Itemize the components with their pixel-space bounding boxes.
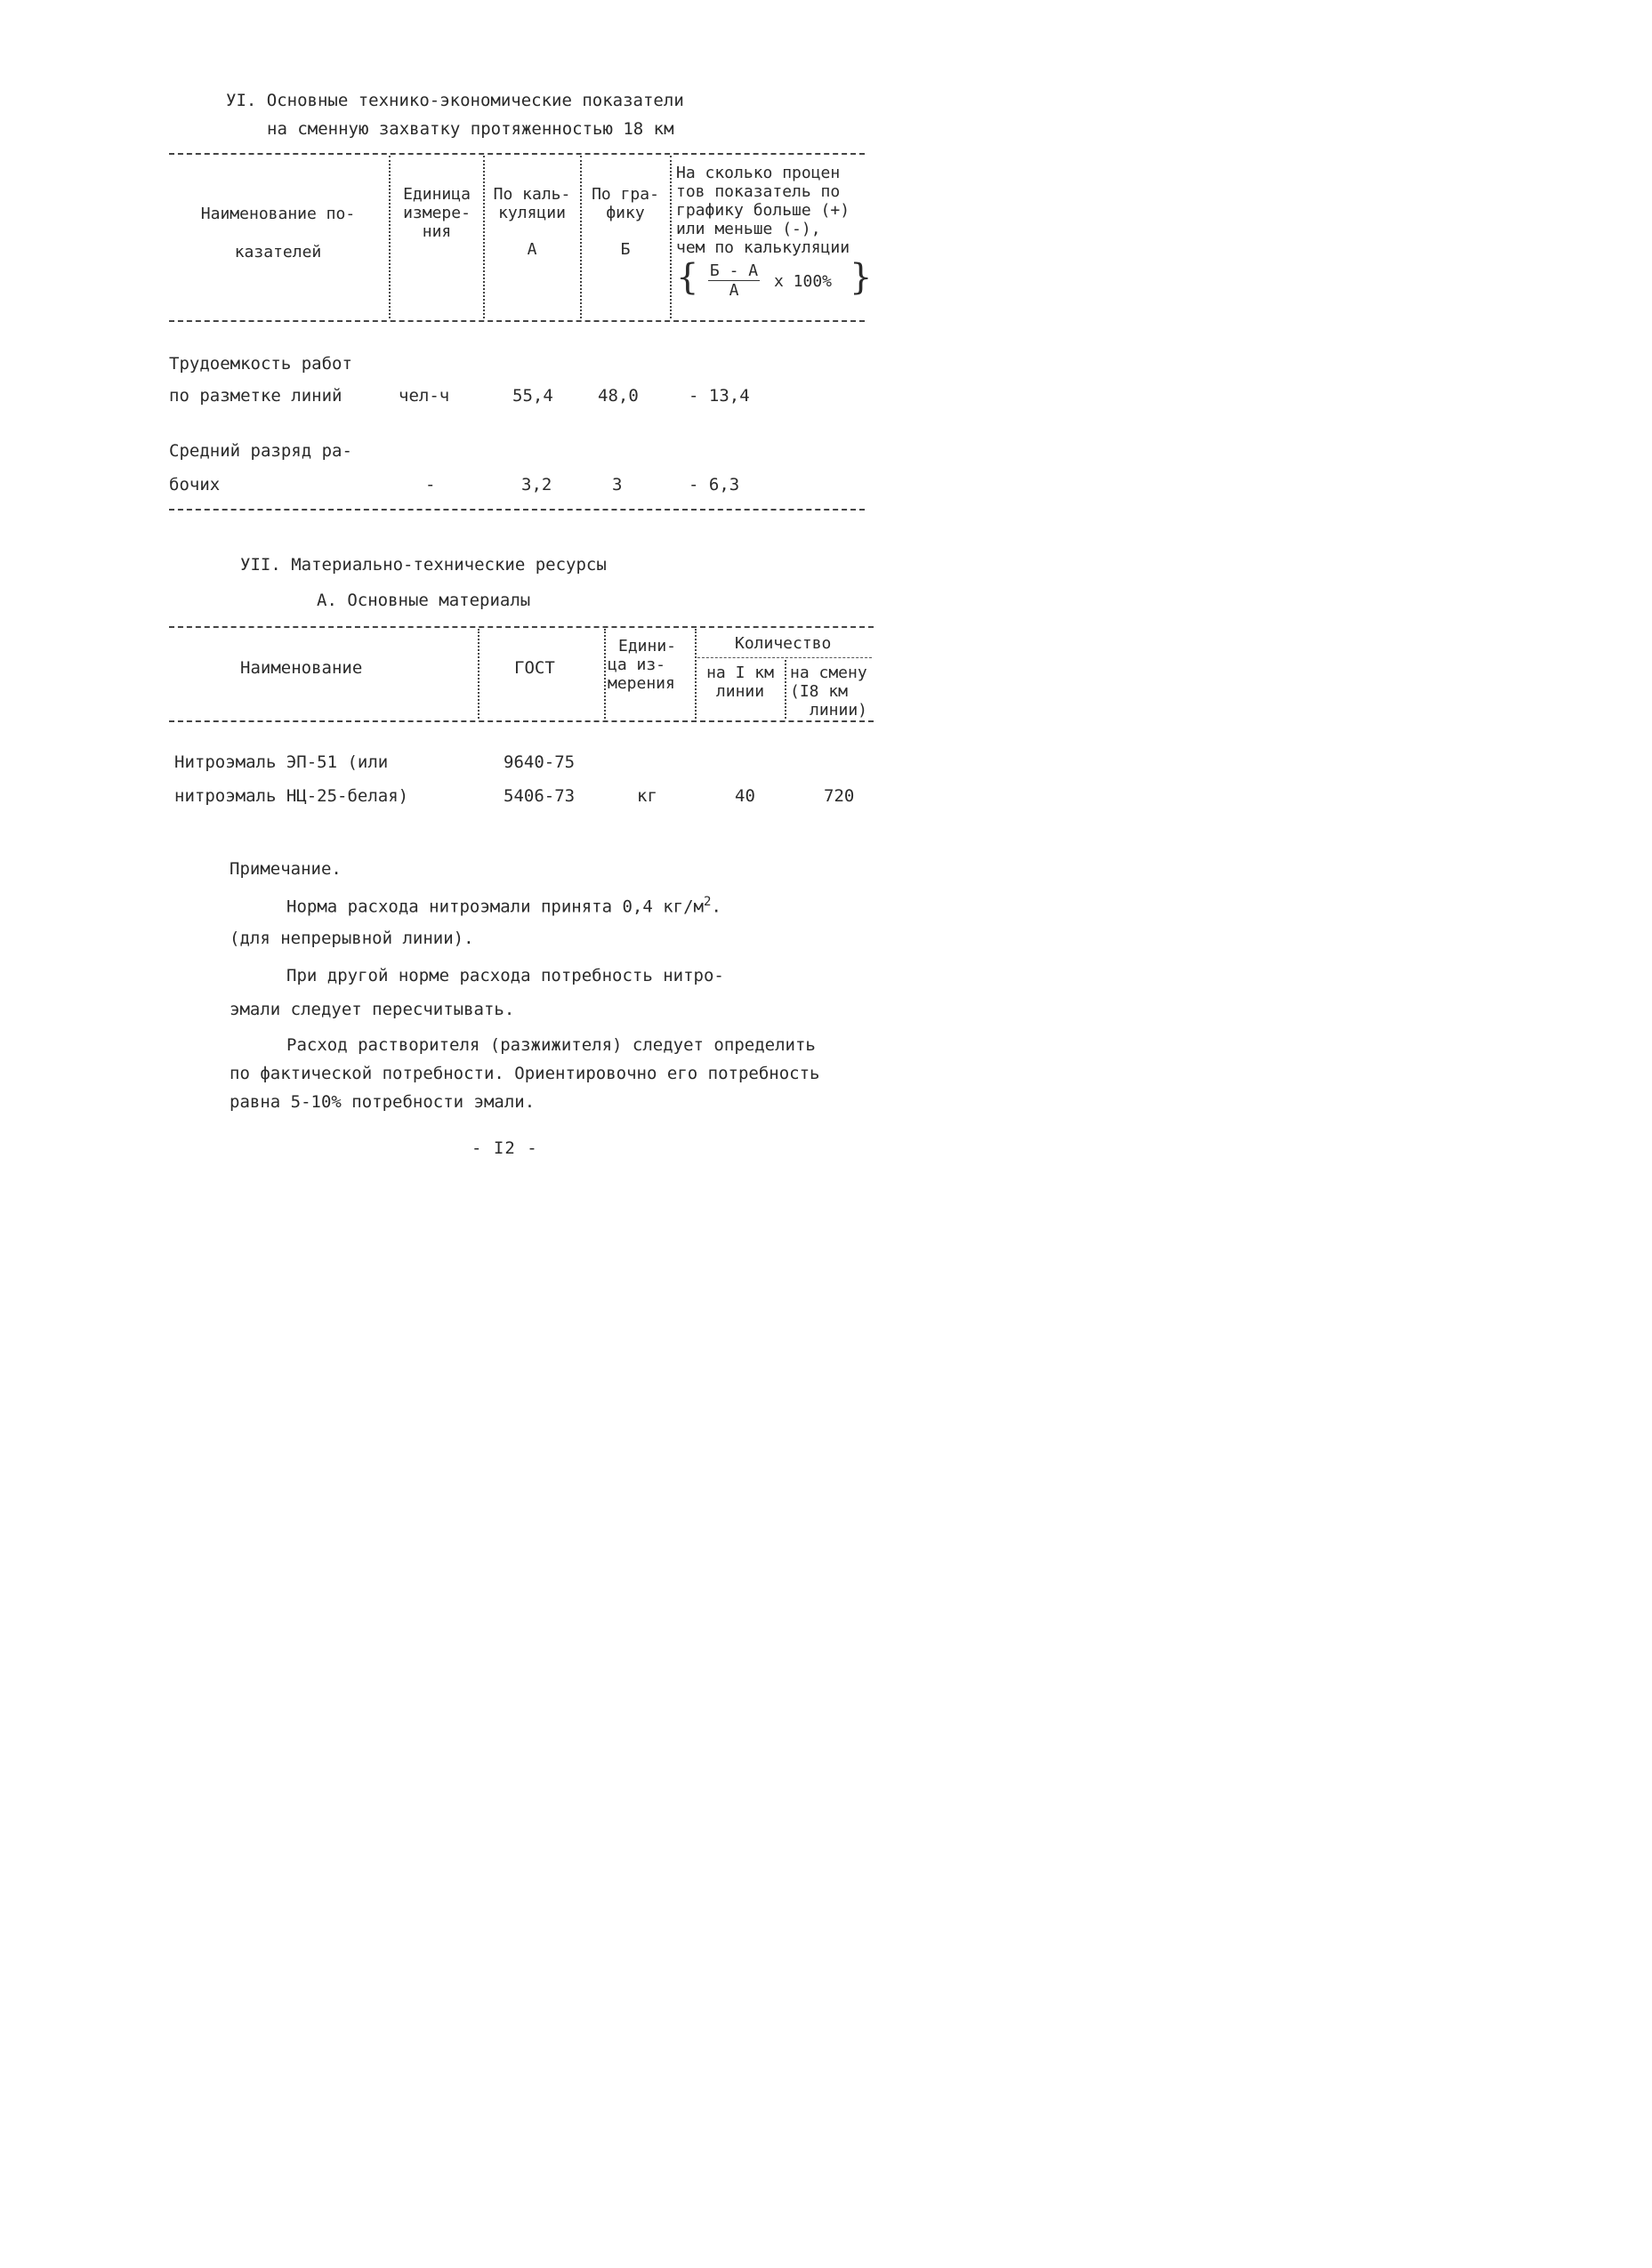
row2-unit: - xyxy=(425,475,436,495)
row1-name-line2: по разметке линий xyxy=(169,386,342,406)
formula-left-brace: { xyxy=(676,257,699,298)
table2-col-divider-1 xyxy=(478,629,479,719)
table1-header-unit: Единица измере- ния xyxy=(403,185,471,241)
section6-title-line2: на сменную захватку протяженностью 18 км xyxy=(267,119,674,139)
table2-header-per-km: на I км линии xyxy=(706,664,774,701)
material-gost-1: 9640-75 xyxy=(504,752,576,772)
formula-multiplier: х 100% xyxy=(774,272,833,291)
material-per-km: 40 xyxy=(735,786,755,806)
section7-subtitle: А. Основные материалы xyxy=(317,591,531,610)
table1-col-divider-2 xyxy=(483,156,485,318)
row1-calc: 55,4 xyxy=(512,386,553,406)
material-unit: кг xyxy=(637,786,657,806)
row2-calc: 3,2 xyxy=(521,475,552,495)
material-gost-2: 5406-73 xyxy=(504,786,576,806)
formula-right-brace: } xyxy=(850,257,873,298)
table1-col-divider-1 xyxy=(389,156,391,318)
note-line6: по фактической потребности. Ориентировочно его потребность xyxy=(230,1064,820,1083)
table2-col-divider-2 xyxy=(604,629,606,719)
row1-unit: чел-ч xyxy=(399,386,450,406)
table1-header-name: Наименование по- казателей xyxy=(200,205,356,261)
note-line2: (для непрерывной линии). xyxy=(230,929,474,948)
material-per-shift: 720 xyxy=(824,786,855,806)
note-line4: эмали следует пересчитывать. xyxy=(230,1000,515,1019)
table2-header-quantity: Количество xyxy=(735,634,832,653)
table1-col-divider-4 xyxy=(670,156,672,318)
note-heading: Примечание. xyxy=(230,859,342,879)
table1-header-percent: На сколько процен тов показатель по графику больше (+) или меньше (-), чем по калькуляции xyxy=(676,164,850,257)
section7-title: УII. Материально-технические ресурсы xyxy=(240,555,607,575)
formula-fraction: Б - А А xyxy=(709,261,759,300)
row2-graph: 3 xyxy=(612,475,623,495)
row1-graph: 48,0 xyxy=(598,386,639,406)
row2-name-line2: бочих xyxy=(169,475,221,495)
note-line5: Расход растворителя (разжижителя) следует определить xyxy=(286,1035,816,1055)
table2-col-divider-3 xyxy=(695,629,697,719)
table1-header-graph: По гра- фику Б xyxy=(592,185,659,259)
table2-col-divider-4 xyxy=(785,660,786,719)
row2-name-line1: Средний разряд ра- xyxy=(169,441,352,461)
table2-header-name: Наименование xyxy=(240,658,363,678)
table1-col-divider-3 xyxy=(580,156,582,318)
table2-header-unit: Едини- ца из- мерения xyxy=(608,637,677,693)
table1-header-rule xyxy=(169,320,865,322)
table1-header-calc: По каль- куляции А xyxy=(493,185,571,259)
material-name-line1: Нитроэмаль ЭП-51 (или xyxy=(174,752,389,772)
row1-percent: - 13,4 xyxy=(689,386,750,406)
row2-percent: - 6,3 xyxy=(689,475,740,495)
table2-top-rule xyxy=(169,626,874,628)
section6-title-line1: УI. Основные технико-экономические показатели xyxy=(226,91,684,110)
page-number: - I2 - xyxy=(471,1138,538,1158)
note-line7: равна 5-10% потребности эмали. xyxy=(230,1092,536,1112)
material-name-line2: нитроэмаль НЦ-25-белая) xyxy=(174,786,409,806)
note-line1: Норма расхода нитроэмали принята 0,4 $кг/м^2$. xyxy=(286,895,721,917)
table1-bottom-rule xyxy=(169,509,865,511)
table2-quantity-rule xyxy=(697,657,872,658)
table2-header-per-shift: на смену (I8 км линии) xyxy=(790,664,868,720)
table1-top-rule xyxy=(169,153,865,155)
table2-header-rule xyxy=(169,720,874,722)
row1-name-line1: Трудоемкость работ xyxy=(169,354,352,374)
note-line3: При другой норме расхода потребность нитро- xyxy=(286,966,724,985)
table2-header-gost: ГОСТ xyxy=(514,658,555,678)
